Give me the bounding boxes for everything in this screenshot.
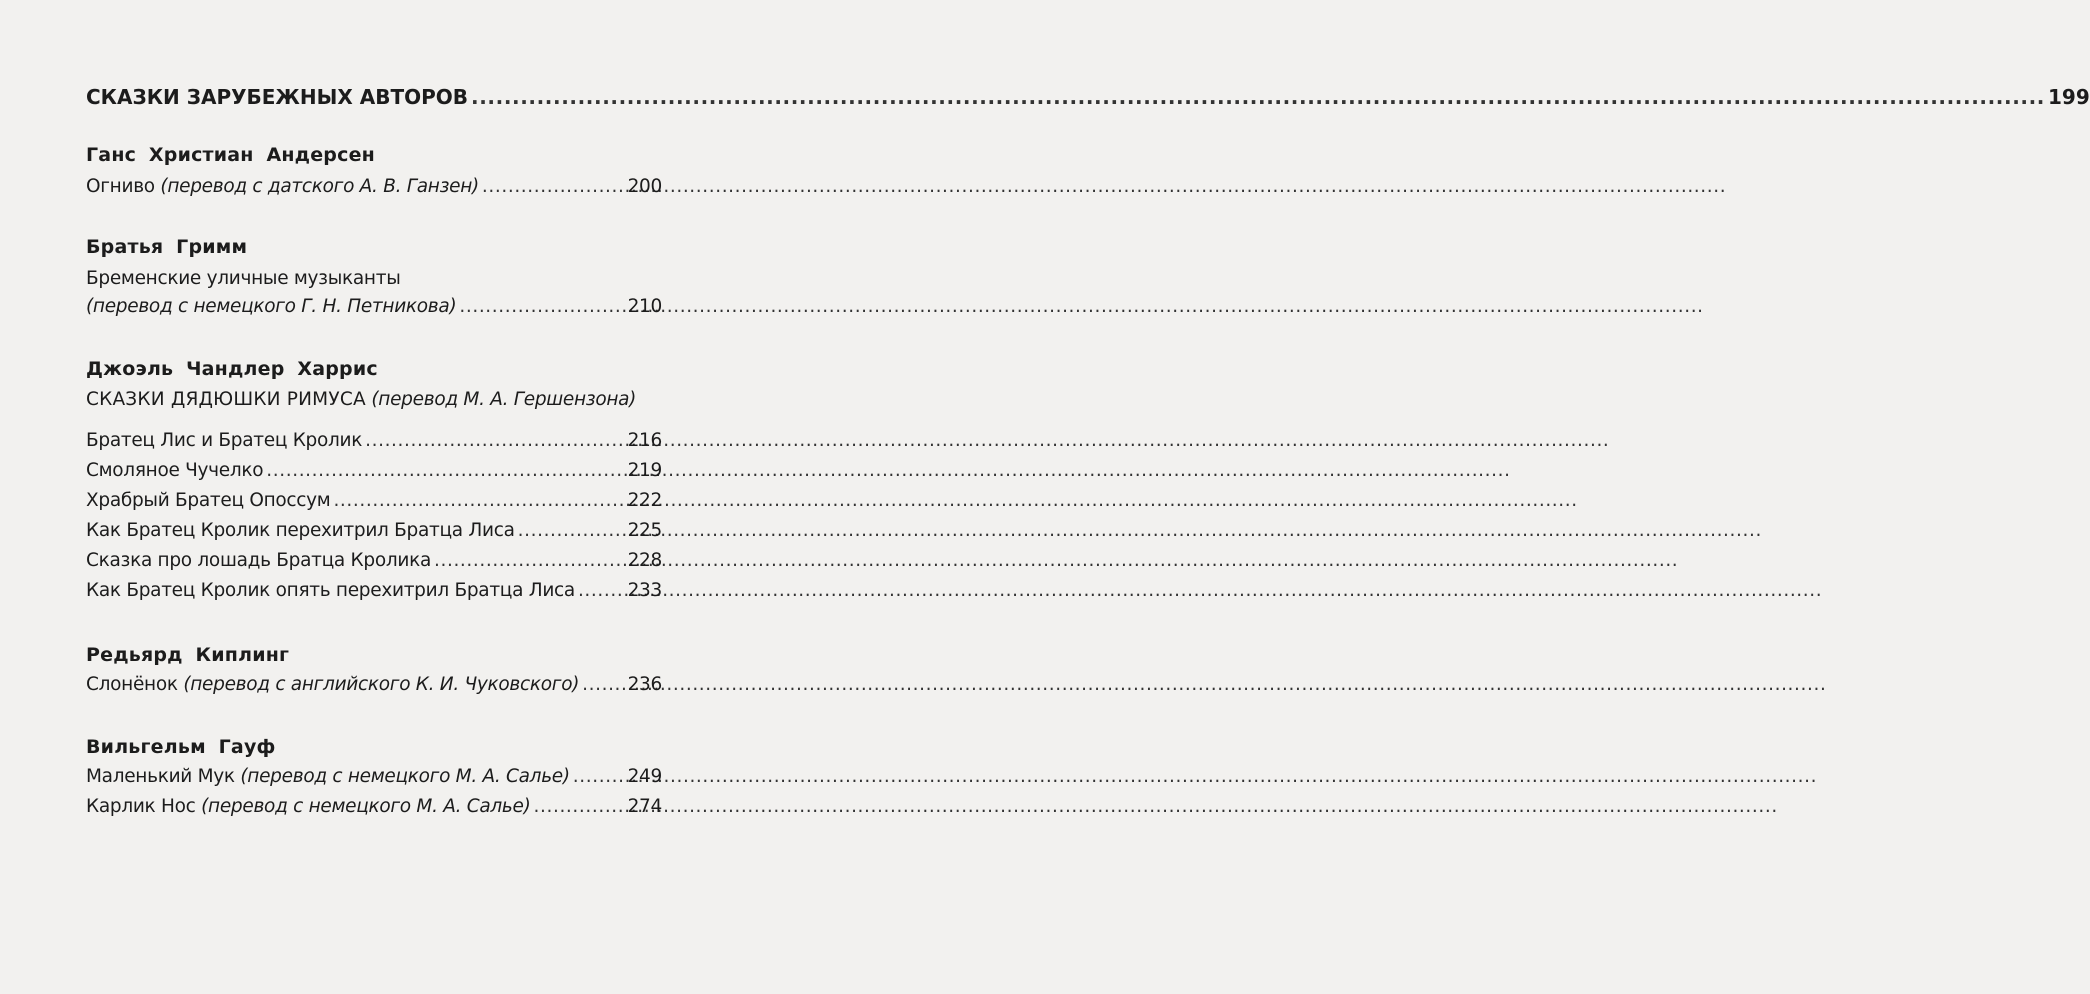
author-andersen: Ганс Христиан Андерсен	[86, 144, 375, 166]
entry-title: Сказка про лошадь Братца Кролика	[86, 550, 431, 571]
entry-title: Маленький Мук	[86, 766, 235, 787]
entry-title: Карлик Нос	[86, 796, 196, 817]
dot-leader	[471, 80, 2045, 114]
entry-page: 216	[627, 430, 662, 451]
dot-leader	[573, 762, 625, 792]
section-page: 199	[2047, 85, 2090, 109]
entry-title: Как Братец Кролик опять перехитрил Братца Лиса	[86, 580, 575, 601]
entry-note: (перевод с немецкого Г. Н. Петникова)	[86, 296, 457, 317]
toc-entry[interactable]	[86, 456, 662, 486]
entry-page: 228	[627, 550, 662, 571]
entry-title: Огниво	[86, 176, 155, 197]
entry-page: 274	[627, 796, 662, 817]
dot-leader	[459, 292, 624, 322]
section-title: СКАЗКИ ЗАРУБЕЖНЫХ АВТОРОВ	[86, 85, 469, 109]
entry-note: (перевод с немецкого М. А. Салье)	[201, 796, 531, 817]
dot-leader	[518, 516, 625, 546]
entry-title: Бременские уличные музыканты	[86, 268, 401, 289]
entry-page: 249	[627, 766, 662, 787]
collection-title: СКАЗКИ ДЯДЮШКИ РИМУСА	[86, 389, 366, 410]
entry-note: (перевод с немецкого М. А. Салье)	[240, 766, 570, 787]
dot-leader	[333, 486, 624, 516]
entry-page: 236	[627, 674, 662, 695]
entry-page: 210	[627, 296, 662, 317]
dot-leader	[266, 456, 624, 486]
entry-title: Смоляное Чучелко	[86, 460, 264, 481]
entry-page: 219	[627, 460, 662, 481]
toc-entry[interactable]	[86, 172, 662, 202]
toc-entry[interactable]	[86, 792, 662, 822]
entry-title: Как Братец Кролик перехитрил Братца Лиса	[86, 520, 515, 541]
dot-leader	[434, 546, 625, 576]
toc-entry[interactable]	[86, 426, 662, 456]
entry-title: Братец Лис и Братец Кролик	[86, 430, 363, 451]
toc-entry[interactable]	[86, 486, 662, 516]
toc-entry[interactable]	[86, 670, 662, 700]
author-harris: Джоэль Чандлер Харрис	[86, 358, 378, 380]
dot-leader	[534, 792, 625, 822]
entry-page: 233	[627, 580, 662, 601]
toc-entry[interactable]	[86, 292, 662, 322]
entry-page: 222	[627, 490, 662, 511]
toc-entry[interactable]	[86, 546, 662, 576]
toc-entry[interactable]	[86, 576, 662, 606]
section-title-row	[86, 80, 2090, 114]
toc-entry[interactable]	[86, 516, 662, 546]
entry-title: Храбрый Братец Опоссум	[86, 490, 331, 511]
entry-page: 200	[627, 176, 662, 197]
entry-note: (перевод с датского А. В. Ганзен)	[160, 176, 479, 197]
dot-leader	[582, 670, 624, 700]
entry-note: (перевод с английского К. И. Чуковского)	[183, 674, 580, 695]
dot-leader	[578, 576, 625, 606]
collection-title-row	[86, 385, 636, 415]
toc-entry[interactable]	[86, 762, 662, 792]
dot-leader	[365, 426, 624, 456]
author-hauff: Вильгельм Гауф	[86, 736, 276, 758]
entry-page: 225	[627, 520, 662, 541]
collection-note: (перевод М. А. Гершензона)	[371, 389, 637, 410]
entry-title: Слонёнок	[86, 674, 178, 695]
author-grimm: Братья Гримм	[86, 236, 248, 258]
dot-leader	[482, 172, 625, 202]
author-kipling: Редьярд Киплинг	[86, 644, 290, 666]
